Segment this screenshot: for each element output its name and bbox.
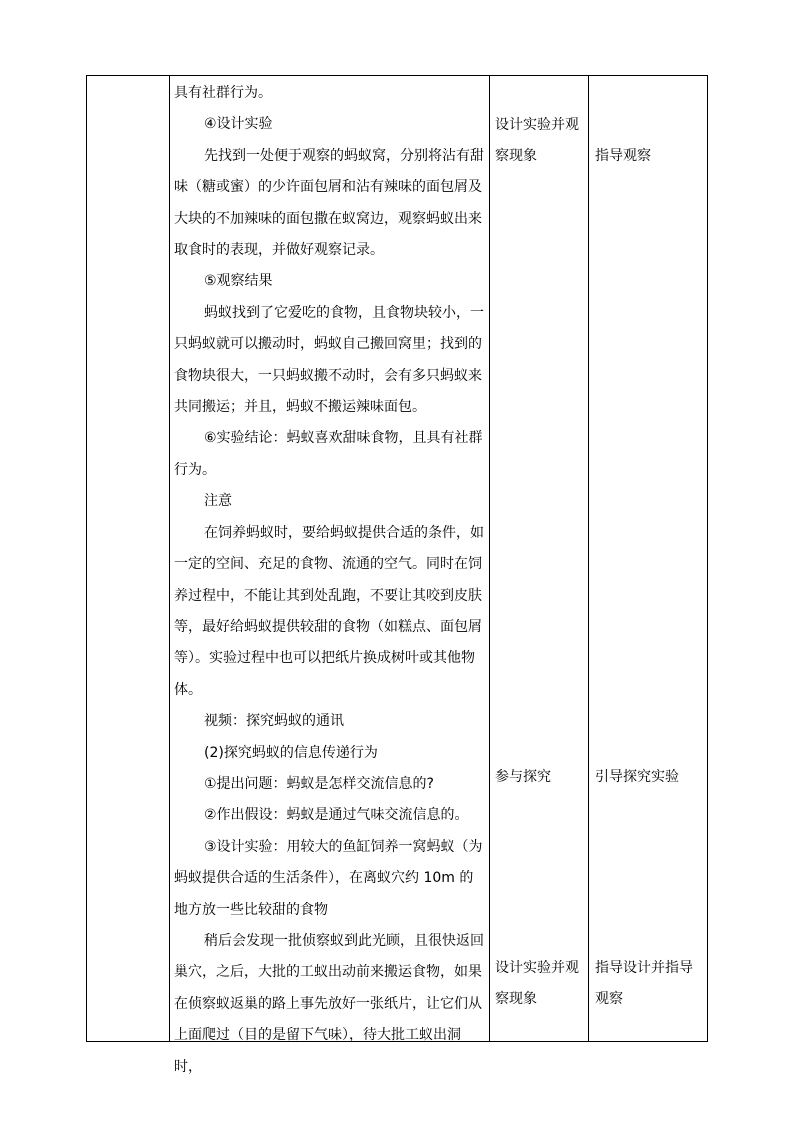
video-label: 视频：探究蚂蚁的通讯 [204,713,344,730]
paragraph: 先找到一处便于观察的蚂蚁窝，分别将沾有甜味（糖或蜜）的少许面包屑和沾有辣味的面包屑及大块的不加辣味的面包撒在蚁窝边，观察蚂蚁出来取食时的表现，并做好观察记录。 [174,147,484,259]
lesson-table [86,75,708,1075]
column-divider [489,76,490,1041]
student-activity: 设计实验并观察现象 [495,960,579,1008]
paragraph: ③设计实验：用较大的鱼缸饲养一窝蚂蚁（为蚂蚁提供合适的生活条件），在离蚁穴约 10m 的地方放一些比较甜的食物 [174,838,483,918]
paragraph: ⑥实验结论：蚂蚁喜欢甜味食物，且具有社群行为。 [174,430,483,478]
step-heading: ⑤观察结果 [204,273,273,290]
step-heading: ④设计实验 [204,116,273,133]
empty-first-column [87,76,169,1041]
teaching-content-column [169,76,489,1075]
paragraph: 具有社群行为。 [174,85,272,101]
paragraph: ②作出假设：蚂蚁是通过气味交流信息的。 [204,807,469,824]
section-heading: (2)探究蚂蚁的信息传递行为 [204,744,378,761]
teacher-activity: 指导观察 [595,148,651,164]
teacher-activity: 指导设计并指导观察 [595,960,693,1008]
paragraph: 蚂蚁找到了它爱吃的食物，且食物块较小，一只蚂蚁就可以搬动时，蚂蚁自己搬回窝里；找到的食物块很大，一只蚂蚁搬不动时，会有多只蚂蚁来共同搬运；并且，蚂蚁不搬运辣味面包。 [174,304,484,416]
teacher-activity: 引导探究实验 [595,769,679,785]
paragraph: 在饲养蚂蚁时，要给蚂蚁提供合适的条件，如一定的空间、充足的食物、流通的空气。同时在饲养过程中，不能让其到处乱跑，不要让其咬到皮肤等，最好给蚂蚁提供较甜的食物（如糕点、面包屑等）。实验过程中也可以把纸片换成树叶或其他物体。 [174,524,484,698]
column-divider [588,76,589,1041]
paragraph: ①提出问题：蚂蚁是怎样交流信息的? [204,775,434,792]
paragraph: 稍后会发现一批侦察蚁到此光顾，且很快返回巢穴，之后，大批的工蚁出动前来搬运食物，如果在侦察蚁返巢的路上事先放好一张纸片，让它们从上面爬过（目的是留下气味），待大批工蚁出洞时， [174,932,484,1075]
note-heading: 注意 [204,493,232,510]
student-activity: 设计实验并观察现象 [495,117,579,165]
student-activity: 参与探究 [495,769,551,785]
